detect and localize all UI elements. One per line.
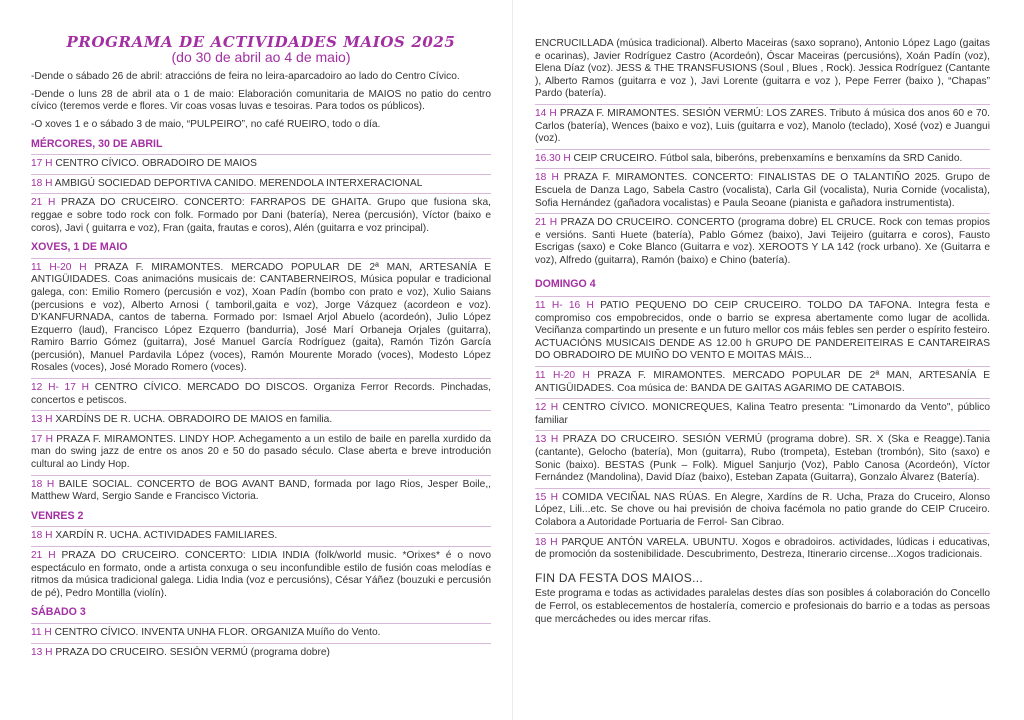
event-text: PRAZA F. MIRAMONTES. CONCERTO: FINALISTAS DE O TALANTIÑO 2025. Grupo de Escuela de Danza Lago, Sabela Castro (vocalista), Carla Gil (vocalista), Nuria Cornide (vocalista), Sofia Hernández (gañadora vocalistas) e Paula Seoane (pianista e gañadora instrumentista). — [535, 172, 990, 209]
event-time: 12 H — [535, 402, 559, 414]
event-sat-2-continued: ENCRUCILLADA (música tradicional). Alberto Maceiras (saxo soprano), Antonio López Lago (gaitas e ocarinas), Javier Rodríguez Castro (Acordeón), Óscar Maceiras (percusións), Xoán Padín (voz), Elena Díaz (voz). JESS & THE TRANSFUSIONS (Soul , Blues , Rock). Jessica Rodríguez (Cantante ), Alberto Ramos (guitarra e voz ), Javi Lorente (guitarra e voz ), Pepe Ferrer (baixo ), “Chapas” Pardo (batería). — [535, 38, 990, 100]
event-time: 18 H — [535, 536, 558, 548]
event-time: 18 H — [31, 478, 55, 490]
event-text: XARDÍNS DE R. UCHA. OBRADOIRO DE MAIOS en familia. — [52, 414, 333, 426]
event-text: PRAZA F. MIRAMONTES. MERCADO POPULAR DE 2ª MAN, ARTESANÍA E ANTIGÜIDADES. Coas animacións musicais de: CANTABERNEIROS, Música popular e tradicional galega, con: Emilio Romero (percusión e voz), Xoan Padín (bombo con prato e voz), Xulio Saians (percusions e voz), Alberto Arnosi ( tamboril,gaita e voz), Jorge Vázquez (acordeon e voz). D’KANFURNADA, cantos de taberna. Formado por: Ismael Arjol Abuelo (acordeón), Julio López Ezquerro (laud), Francisco López Ezquerro (bandurria), José Marí Orbaneja Orjales (guitarra), Ramiro Barrio Gómez (guitarra), José Manuel García Rodríguez (gaita), Ramón Tizón García (percusión), Manuel Pardavila López (voces), Ramón Mourente Morado (voces), Modesto López Rosales (voces), José Morado Romero (voces). — [31, 261, 491, 374]
event-fri-2 — [31, 546, 491, 600]
event-time: 18 H — [535, 172, 559, 184]
event-sat-4 — [535, 149, 990, 166]
event-time: 17 H — [31, 158, 53, 170]
left-column — [31, 33, 492, 662]
event-thu-5 — [31, 475, 491, 504]
event-wed-1 — [31, 154, 491, 171]
event-time: 21 H — [535, 217, 558, 229]
event-sun-2 — [535, 366, 990, 395]
event-text: CEIP CRUCEIRO. Fútbol sala, biberóns, prebenxamíns e benxamíns da SRD Canido. — [570, 152, 963, 164]
note-fair: -Dende o sábado 26 de abril: atraccións de feira no leira-aparcadoiro ao lado do Centro Cívico. — [31, 71, 460, 83]
event-time: 11 H-20 H — [535, 370, 590, 382]
event-fri-1 — [31, 526, 491, 543]
event-time: 17 H — [31, 433, 53, 445]
event-text: PRAZA DO CRUCEIRO. CONCERTO (programa dobre) EL CRUCE. Rock con temas propios e versións. Santi Huete (batería), Pablo Gómez (baixo), Javi Teijeiro (guitarra e coros), Fausto Escrigas (saxo) e Coke Blanco (Guitarra e voz). XEROOTS Y LA 142 (rock urbano). Xe (Guitarra e voz), Alfredo (guitarra), Ramón (baixo) e Chino (batería). — [535, 217, 990, 266]
event-time: 18 H — [31, 177, 53, 189]
event-text: XARDÍN R. UCHA. ACTIVIDADES FAMILIARES. — [52, 530, 278, 542]
event-time: 18 H — [31, 530, 53, 542]
event-thu-3 — [31, 410, 491, 427]
note-pulpeiro: -O xoves 1 e o sábado 3 de maio, “PULPEIRO”, no café RUEIRO, todo o día. — [31, 118, 381, 130]
event-sun-4 — [535, 430, 990, 484]
event-sun-3 — [535, 398, 990, 427]
event-thu-1 — [31, 258, 491, 375]
event-text: CENTRO CÍVICO. MERCADO DO DISCOS. Organiza Ferror Records. Pinchadas, concertos e petiscos. — [31, 382, 491, 406]
event-time: 21 H — [31, 197, 56, 209]
event-text: CENTRO CÍVICO. MONICREQUES, Kalina Teatro presenta: "Limonardo da Vento", público familiar — [535, 402, 990, 426]
closing-acknowledgement: Este programa e todas as actividades paralelas destes días son posibles á colaboración do Concello de Ferrol, os establecementos de hostalería, comercio e profesionais do barrio e a todas as persoas que mercáchedes ou ides mercar rifas. — [535, 588, 990, 625]
day-heading-sunday: DOMINGO 4 — [535, 277, 596, 290]
event-thu-2 — [31, 378, 491, 407]
event-text: AMBIGÚ SOCIEDAD DEPORTIVA CANIDO. MERENDOLA INTERXERACIONAL — [52, 177, 423, 189]
event-time: 21 H — [31, 550, 56, 561]
day-heading-saturday: SÁBADO 3 — [31, 606, 86, 619]
event-text: PATIO PEQUENO DO CEIP CRUCEIRO. TOLDO DA TAFONA. Integra festa e compromiso cos empobrecidos, onde o barrio se expresa abertamente como lugar de acollida. Veciñanza compartindo un presente e un futuro mellor cos máis febles sen perder o espírito festeiro. ACTUACIÓNS MUSICAIS DENDE AS 12.00 h GRUPO DE PANDEREITEIRAS E CANTAREIRAS DO OBRADOIRO DE MUIÑO DO VENTO E MOITAS MÁIS... — [535, 300, 990, 362]
event-sat-2 — [31, 643, 491, 660]
event-sun-1 — [535, 296, 990, 363]
event-time: 16.30 H — [535, 152, 571, 164]
event-wed-2 — [31, 174, 491, 191]
event-sat-6 — [535, 213, 990, 267]
event-time: 13 H — [31, 646, 53, 658]
note-maios-workshop: -Dende o luns 28 de abril ata o 1 de maio: Elaboración comunitaria de MAIOS no patio do centro cívico (teremos verde e flores. Vir coas vosas luvas e tesoiras. Para todos os públicos). — [31, 88, 491, 113]
page-fold — [512, 0, 513, 720]
festival-end-heading: FIN DA FESTA DOS MAIOS... — [535, 570, 703, 585]
event-text: PRAZA DO CRUCEIRO. CONCERTO: FARRAPOS DE GHAITA. Grupo que fusiona ska, reggae e sobre todo rock con folk. Formado por Dani (batería), Nerea (percusión), Víctor (baixo e coros), Javi ( guitarra e voz), Fran (gaita, frautas e coros), Alén (guitarra e voz principal). — [31, 197, 491, 234]
program-dates: (do 30 de abril ao 4 de maio) — [171, 48, 351, 65]
event-text: BAILE SOCIAL. CONCERTO de BOG AVANT BAND, formada por Iago Rios, Jesper Boile,, Matthew Ward, Sergio Sande e Francisco Victoria. — [31, 478, 492, 503]
event-text: PRAZA F. MIRAMONTES. LINDY HOP. Achegamento a un estilo de baile en parella xurdido da man do swing jazz de entre os anos 20 e 50 do pasado século. Clase aberta e breve introdución cultural ao Lindy Hop. — [31, 433, 491, 471]
day-heading-thursday: XOVES, 1 DE MAIO — [31, 241, 128, 254]
event-thu-4 — [31, 430, 491, 472]
program-title: PROGRAMA DE ACTIVIDADES MAIOS 2025 — [66, 33, 456, 51]
event-sat-5 — [535, 168, 990, 210]
event-sun-5 — [535, 488, 990, 530]
event-text: CENTRO CÍVICO. INVENTA UNHA FLOR. ORGANIZA Muíño do Vento. — [51, 626, 381, 638]
event-time: 12 H- 17 H — [31, 382, 89, 394]
event-sat-3 — [535, 104, 990, 146]
event-text: PRAZA F. MIRAMONTES. SESIÓN VERMÚ: LOS ZARES. Tributo á música dos anos 60 e 70. Carlos (batería), Wences (baixo e voz), Luis (guitarra e voz), Manolo (teclado), Xosé (voz) e Juangui (voz). — [535, 107, 990, 145]
event-time: 15 H — [535, 491, 558, 503]
event-text: COMIDA VECIÑAL NAS RÚAS. En Alegre, Xardíns de R. Ucha, Praza do Cruceiro, Alonso López, Lili...etc. Se chove ou hai previsión de choiva facémola no patio grande do CEIP Cruceiro. Colabora a Autoridade Portuaria de Ferrol- San Cibrao. — [535, 491, 990, 528]
event-time: 13 H — [31, 414, 53, 426]
event-sat-1 — [31, 623, 491, 640]
event-time: 11 H — [31, 626, 52, 638]
event-time: 11 H- 16 H — [535, 300, 594, 312]
event-time: 14 H — [535, 107, 557, 119]
event-text: PRAZA DO CRUCEIRO. CONCERTO: LIDIA INDIA (folk/world music. *Orixes* é o novo espectáculo en formato, onde a artista conxuga o seu inconfundible estilo de fusión coas melodías e ritmos da música tradicional galega. Lidia India (voz e percusións), César Yáñez (bouzuki e percusión de pé), Pedro Montilla (violín). — [31, 550, 491, 599]
event-text: PRAZA DO CRUCEIRO. SESIÓN VERMÚ (programa dobre) — [52, 646, 330, 658]
event-text: PRAZA DO CRUCEIRO. SESIÓN VERMÚ (programa dobre). SR. X (Ska e Reagge).Tania (cantante), Gelocho (batería), Mon (guitarra), Rubo (trompeta), Esteban (trombón), Sito (saxo) e Sonic (baixo). BESTAS (Punk – Folk). Miguel Sanjurjo (Voz), Pablo Canosa (Acordeón), Víctor Fernández (Mandolina), David Díaz (baixo), Esteban Zapata (Guitarra), Gonzalo Álvarez (Batería). — [535, 434, 990, 484]
event-wed-3 — [31, 193, 491, 235]
day-heading-friday: VENRES 2 — [31, 509, 84, 522]
right-column — [535, 38, 990, 626]
event-time: 11 H-20 H — [31, 261, 87, 273]
event-text: CENTRO CÍVICO. OBRADOIRO DE MAIOS — [52, 158, 257, 170]
event-time: 13 H — [535, 434, 559, 446]
event-sun-6 — [535, 533, 990, 562]
day-heading-wednesday: MÉRCORES, 30 DE ABRIL — [31, 137, 163, 150]
event-text: PARQUE ANTÓN VARELA. UBUNTU. Xogos e obradoiros. actividades, lúdicas i educativas, de promoción da sostenibilidade. Descubrimento, Destreza, Itinerario circense...Xogos tradicionais. — [535, 536, 990, 561]
event-text: PRAZA F. MIRAMONTES. MERCADO POPULAR DE 2ª MAN, ARTESANÍA E ANTIGÜIDADES. Coa música de: BANDA DE GAITAS AGARIMO DE CATABOIS. — [535, 370, 990, 394]
